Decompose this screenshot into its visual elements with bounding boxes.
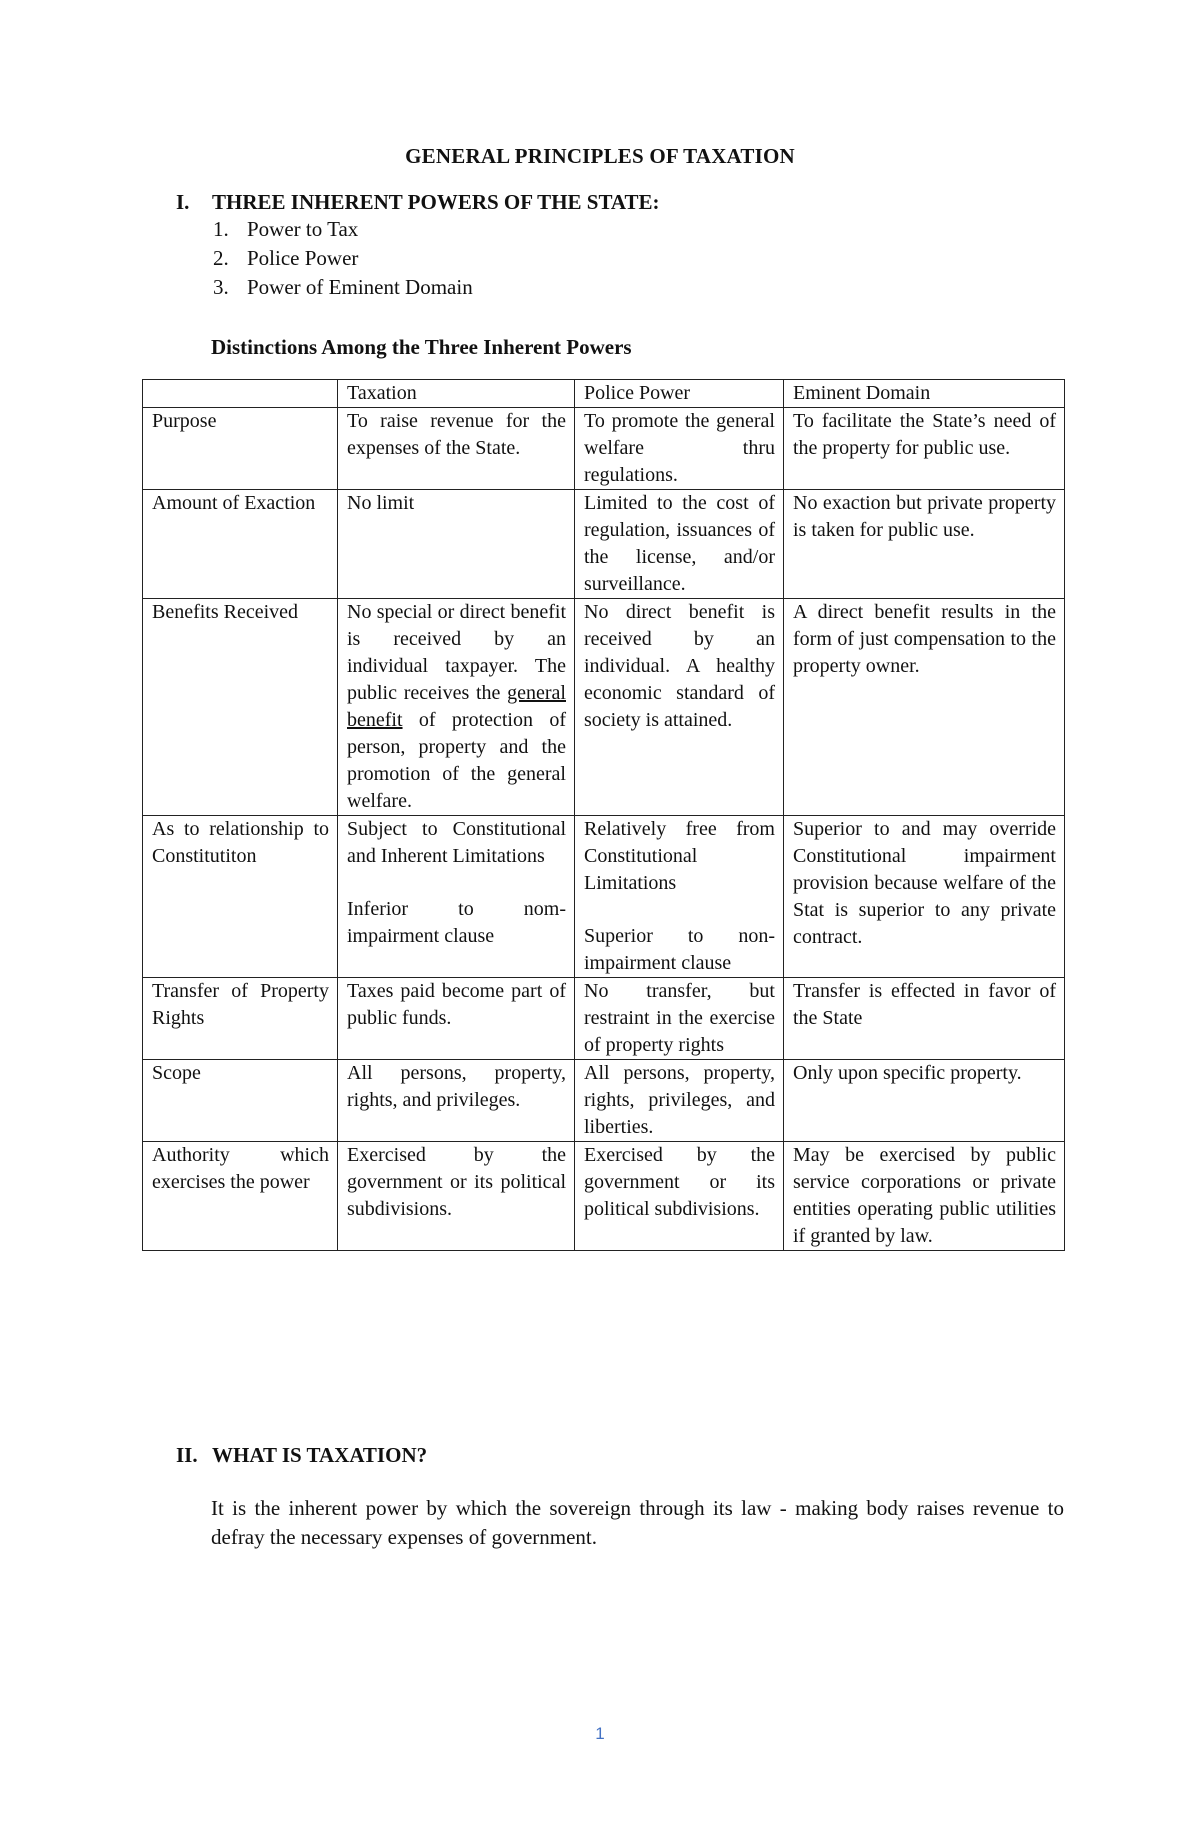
header-cell-taxation: Taxation [338, 380, 575, 408]
cell-taxation [338, 816, 575, 978]
taxation-definition: It is the inherent power by which the sovereign through its law - making body raises revenue to defray the necessary expenses of government. [211, 1496, 1064, 1549]
row-label: Scope [143, 1060, 338, 1142]
distinctions-table [142, 379, 1065, 1251]
cell-police-power: Limited to the cost of regulation, issuances of the license, and/or surveillance. [575, 490, 784, 599]
list-item-number: 1. [213, 217, 229, 241]
list-item [213, 215, 473, 244]
table-subheading: Distinctions Among the Three Inherent Powers [211, 335, 632, 359]
row-label: Amount of Exaction [143, 490, 338, 599]
cell-text: Subject to Constitutional and Inherent Limitations [347, 818, 566, 867]
cell-eminent-domain: Superior to and may override Constitutional impairment provision because welfare of the Stat is superior to any private contract. [784, 816, 1065, 978]
cell-text: No special or direct benefit is received by an individual taxpayer. The public receives the [347, 601, 566, 704]
list-item-number: 2. [213, 246, 229, 270]
section-1-heading-text: THREE INHERENT POWERS OF THE STATE: [212, 190, 660, 214]
row-label: As to relationship to Constitutiton [143, 816, 338, 978]
table-row [143, 1142, 1065, 1251]
section-2-number: II. [176, 1443, 198, 1467]
row-label: Benefits Received [143, 599, 338, 816]
cell-eminent-domain: Only upon specific property. [784, 1060, 1065, 1142]
header-cell-police-power: Police Power [575, 380, 784, 408]
cell-police-power: To promote the general welfare thru regulations. [575, 408, 784, 490]
section-1-heading [176, 190, 660, 215]
table-row [143, 408, 1065, 490]
cell-police-power: All persons, property, rights, privileges, and liberties. [575, 1060, 784, 1142]
table-row [143, 599, 1065, 816]
list-item [213, 273, 473, 302]
section-1-number: I. [176, 190, 190, 214]
list-item-text: Power to Tax [247, 217, 359, 241]
section-2-heading [176, 1443, 427, 1468]
cell-text: of protection of person, property and the promotion of the general welfare. [347, 709, 567, 812]
cell-police-power [575, 816, 784, 978]
table-row [143, 816, 1065, 978]
document-title: GENERAL PRINCIPLES OF TAXATION [405, 144, 795, 168]
row-label: Authority which exercises the power [143, 1142, 338, 1251]
row-label: Purpose [143, 408, 338, 490]
cell-text: Relatively free from Constitutional Limitations [584, 818, 775, 894]
cell-taxation: Taxes paid become part of public funds. [338, 978, 575, 1060]
list-item-text: Police Power [247, 246, 359, 270]
cell-taxation [338, 599, 575, 816]
page-number: 1 [595, 1724, 605, 1743]
cell-eminent-domain: No exaction but private property is taken for public use. [784, 490, 1065, 599]
list-item-text: Power of Eminent Domain [247, 275, 473, 299]
row-label: Transfer of Property Rights [143, 978, 338, 1060]
cell-text: Superior to non-impairment clause [584, 925, 775, 974]
powers-list [213, 215, 473, 302]
cell-police-power: No transfer, but restraint in the exercise of property rights [575, 978, 784, 1060]
section-2-heading-text: WHAT IS TAXATION? [212, 1443, 428, 1467]
cell-taxation: All persons, property, rights, and privileges. [338, 1060, 575, 1142]
cell-eminent-domain: To facilitate the State’s need of the property for public use. [784, 408, 1065, 490]
list-item [213, 244, 473, 273]
cell-taxation: Exercised by the government or its political subdivisions. [338, 1142, 575, 1251]
header-cell-empty [143, 380, 338, 408]
table-row [143, 1060, 1065, 1142]
cell-police-power: No direct benefit is received by an individual. A healthy economic standard of society is attained. [575, 599, 784, 816]
underlined-text: general benefit [347, 682, 566, 731]
cell-eminent-domain: A direct benefit results in the form of just compensation to the property owner. [784, 599, 1065, 816]
cell-eminent-domain: Transfer is effected in favor of the State [784, 978, 1065, 1060]
cell-taxation: No limit [338, 490, 575, 599]
table-row [143, 978, 1065, 1060]
cell-taxation: To raise revenue for the expenses of the State. [338, 408, 575, 490]
header-cell-eminent-domain: Eminent Domain [784, 380, 1065, 408]
cell-eminent-domain: May be exercised by public service corporations or private entities operating public utilities if granted by law. [784, 1142, 1065, 1251]
list-item-number: 3. [213, 275, 229, 299]
table-header-row [143, 380, 1065, 408]
table-row [143, 490, 1065, 599]
cell-police-power: Exercised by the government or its political subdivisions. [575, 1142, 784, 1251]
cell-text: Inferior to nom-impairment clause [347, 898, 566, 947]
